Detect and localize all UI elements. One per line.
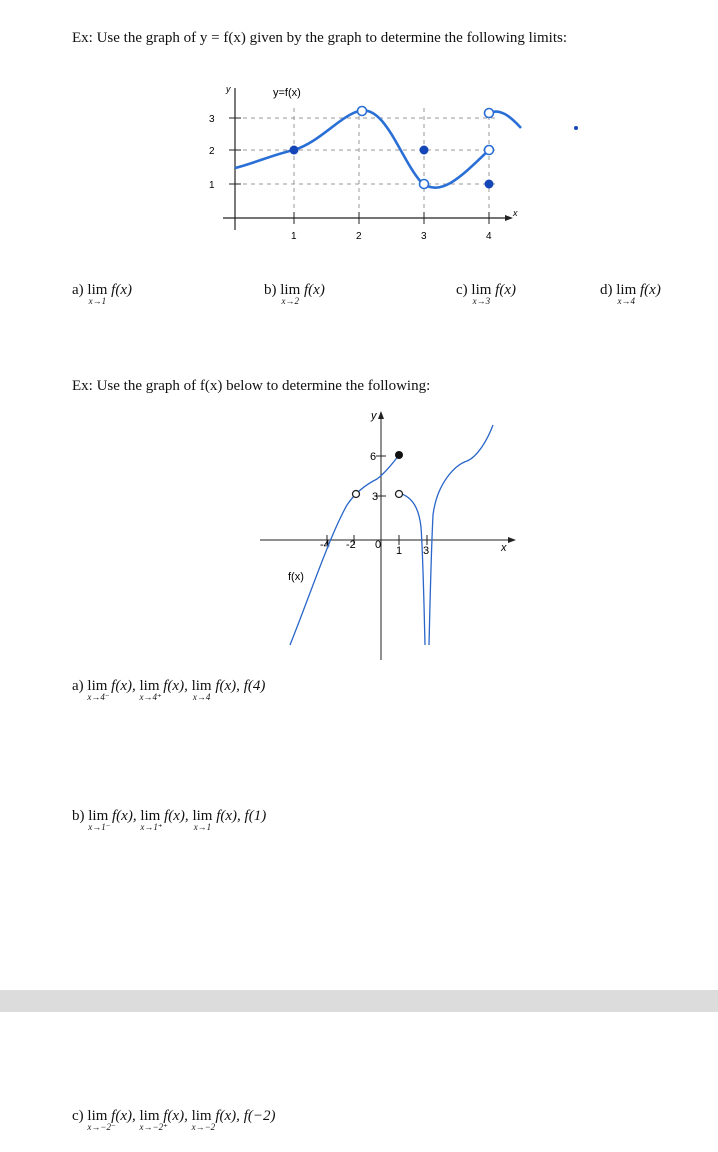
example1-open-x2 (358, 107, 367, 116)
example1-point-x4 (485, 180, 494, 189)
stray-dot (574, 126, 578, 130)
example1-point-x1 (290, 146, 299, 155)
example2-y-tick-6: 6 (370, 451, 377, 463)
lim-subscript: x→−2⁻ (87, 1122, 116, 1132)
question-letter: c) (456, 282, 468, 298)
lim-word: lim (139, 1108, 160, 1124)
example1-graph (195, 78, 535, 248)
function-value: f(1) (244, 808, 267, 824)
example1-question-d (600, 282, 661, 306)
question-letter: b) (264, 282, 277, 298)
lim-word: lim (471, 282, 492, 298)
example1-x-axis-label: x (513, 208, 518, 218)
lim-subscript: x→2 (281, 296, 299, 306)
example2-x-axis-label: x (501, 542, 507, 554)
example2-open-point-neg1 (353, 491, 360, 498)
example1-y-tick-1: 1 (209, 180, 215, 191)
lim-word: lim (191, 678, 212, 694)
function-value: f(4) (243, 678, 266, 694)
question-letter: a) (72, 282, 84, 298)
example2-y-arrow (378, 411, 384, 419)
part-letter: a) (72, 678, 84, 694)
function-expr: f(x) (495, 282, 516, 298)
example2-graph (255, 405, 525, 665)
example1-x-arrow (505, 215, 513, 221)
example1-open-x4-upper (485, 109, 494, 118)
lim-subscript: x→4⁻ (87, 692, 110, 702)
part-letter: c) (72, 1108, 84, 1124)
lim-word: lim (88, 808, 109, 824)
function-expr: f(x), (164, 808, 189, 824)
example1-curve-label: y=f(x) (273, 87, 301, 99)
function-expr: f(x) (304, 282, 325, 298)
question-letter: d) (600, 282, 613, 298)
example2-heading: Ex: Use the graph of f(x) below to determine the following: (72, 378, 431, 394)
function-expr: f(x) (111, 282, 132, 298)
example2-x-tick-3: 3 (423, 545, 430, 557)
example2-y-tick-3: 3 (372, 491, 379, 503)
function-expr: f(x), (111, 1108, 136, 1124)
lim-subscript: x→−2 (191, 1122, 216, 1132)
example1-y-tick-2: 2 (209, 146, 215, 157)
lim-word: lim (139, 678, 160, 694)
example1-question-c (456, 282, 516, 306)
example2-left-curve (290, 455, 399, 645)
lim-subscript: x→−2⁺ (139, 1122, 168, 1132)
example1-question-b (264, 282, 325, 306)
example2-vertical-asymptote-left (399, 493, 425, 645)
example1-point-x3 (420, 146, 429, 155)
lim-word: lim (616, 282, 637, 298)
lim-subscript: x→4 (617, 296, 635, 306)
example1-x-tick-4: 4 (486, 231, 492, 242)
example2-open-point-1 (396, 491, 403, 498)
lim-subscript: x→4⁺ (139, 692, 162, 702)
function-expr: f(x), (112, 808, 137, 824)
function-expr: f(x) (640, 282, 661, 298)
example2-curve-label: f(x) (288, 571, 304, 583)
example1-y-axis-label: y (226, 84, 231, 94)
lim-word: lim (192, 808, 213, 824)
example1-open-x4-lower (485, 146, 494, 155)
lim-subscript: x→1⁻ (88, 822, 111, 832)
example2-x-tick-1: 1 (396, 545, 403, 557)
example2-part-a (72, 678, 266, 702)
lim-subscript: x→1⁺ (140, 822, 163, 832)
lim-word: lim (87, 1108, 108, 1124)
example1-heading: Ex: Use the graph of y = f(x) given by the graph to determine the following limits: (72, 30, 568, 46)
example1-question-a (72, 282, 132, 306)
function-expr: f(x), (111, 678, 136, 694)
example1-gridlines (235, 108, 495, 223)
function-expr: f(x), (216, 808, 241, 824)
example2-x-arrow (508, 537, 516, 543)
lim-word: lim (87, 678, 108, 694)
lim-subscript: x→1 (88, 296, 107, 306)
function-expr: f(x), (215, 678, 240, 694)
function-expr: f(x), (163, 678, 188, 694)
example1-y-tick-3: 3 (209, 114, 215, 125)
lim-subscript: x→4 (192, 692, 211, 702)
example2-part-c (72, 1108, 276, 1132)
example1-x-tick-3: 3 (421, 231, 427, 242)
example1-open-x3 (420, 180, 429, 189)
lim-subscript: x→3 (472, 296, 491, 306)
lim-word: lim (280, 282, 301, 298)
lim-word: lim (87, 282, 108, 298)
example2-y-axis-label: y (371, 410, 377, 422)
example1-x-tick-1: 1 (291, 231, 297, 242)
example2-vertical-asymptote-right (429, 425, 493, 645)
example2-x-tick-0: 0 (375, 539, 382, 551)
example2-x-tick-neg4: -4 (320, 539, 330, 551)
page-separator (0, 990, 718, 1012)
example1-x-tick-2: 2 (356, 231, 362, 242)
example2-x-tick-neg2: -2 (346, 539, 356, 551)
function-expr: f(x), (163, 1108, 188, 1124)
example1-curve (235, 110, 489, 187)
function-value: f(−2) (243, 1108, 276, 1124)
lim-subscript: x→1 (193, 822, 212, 832)
example2-part-b (72, 808, 267, 832)
example2-closed-point-1 (395, 451, 403, 459)
function-expr: f(x), (215, 1108, 240, 1124)
part-letter: b) (72, 808, 85, 824)
lim-word: lim (191, 1108, 212, 1124)
lim-word: lim (140, 808, 161, 824)
